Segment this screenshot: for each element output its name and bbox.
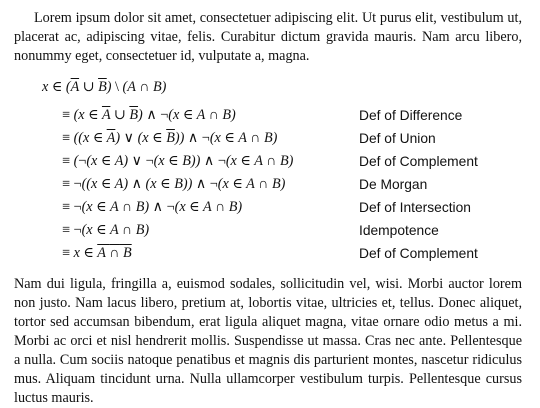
derivation-steps <box>62 106 532 267</box>
derivation-step-5 <box>62 198 532 221</box>
premise-expression: x ∈ ($\overline{A}$ ∪ $\overline{B}$) \ (A ∩ B) <box>42 79 167 95</box>
step-expression: ≡ ((x ∈ $\overline{A}$) ∨ (x ∈ $\overline{B}$)) ∧ ¬(x ∈ A ∩ B) <box>62 130 278 146</box>
step-expression: ≡ ¬(x ∈ A ∩ B) <box>62 222 150 238</box>
derivation-step-4 <box>62 175 532 198</box>
paragraph-1: Lorem ipsum dolor sit amet, consectetuer adipiscing elit. Ut purus elit, vestibulum ut, placerat ac, adipiscing vitae, felis. Curabitur dictum gravida mauris. Nam arcu libero, nonummy eget, consectetuer id, vulputate a, magna. <box>14 10 522 64</box>
step-justification: Def of Union <box>359 131 436 146</box>
step-justification: Def of Intersection <box>359 200 471 215</box>
step-justification: Def of Difference <box>359 108 463 123</box>
derivation-step-3 <box>62 152 532 175</box>
step-expression: ≡ x ∈ A ∩ B <box>62 245 132 261</box>
step-expression: ≡ ¬((x ∈ A) ∧ (x ∈ B)) ∧ ¬(x ∈ A ∩ B) <box>62 176 286 192</box>
derivation-step-1 <box>62 106 532 129</box>
step-justification: De Morgan <box>359 177 428 192</box>
paragraph-2: Nam dui ligula, fringilla a, euismod sodales, sollicitudin vel, wisi. Morbi auctor lorem non justo. Nam lacus libero, pretium at, lobortis vitae, ultricies et, tellus. Donec aliquet, tortor sed accumsan bibendum, erat ligula aliquet magna, vitae ornare odio metus a mi. Morbi ac orci et nisl hendrerit mollis. Suspendisse ut massa. Cras nec ante. Pellentesque a nulla. Cum sociis natoque penatibus et magnis dis parturient montes, nascetur ridiculus mus. Aliquam tincidunt urna. Nulla ullamcorper vestibulum turpis. Pellentesque cursus luctus mauris. <box>14 276 522 406</box>
step-justification: Def of Complement <box>359 246 478 261</box>
step-expression: ≡ (x ∈ $\overline{A}$ ∪ $\overline{B}$) ∧ ¬(x ∈ A ∩ B) <box>62 107 236 123</box>
derivation-step-2 <box>62 129 532 152</box>
derivation-step-7 <box>62 244 532 267</box>
step-justification: Idempotence <box>359 223 439 238</box>
derivation-step-6 <box>62 221 532 244</box>
step-expression: ≡ (¬(x ∈ A) ∨ ¬(x ∈ B)) ∧ ¬(x ∈ A ∩ B) <box>62 153 294 169</box>
step-expression: ≡ ¬(x ∈ A ∩ B) ∧ ¬(x ∈ A ∩ B) <box>62 199 243 215</box>
step-justification: Def of Complement <box>359 154 478 169</box>
